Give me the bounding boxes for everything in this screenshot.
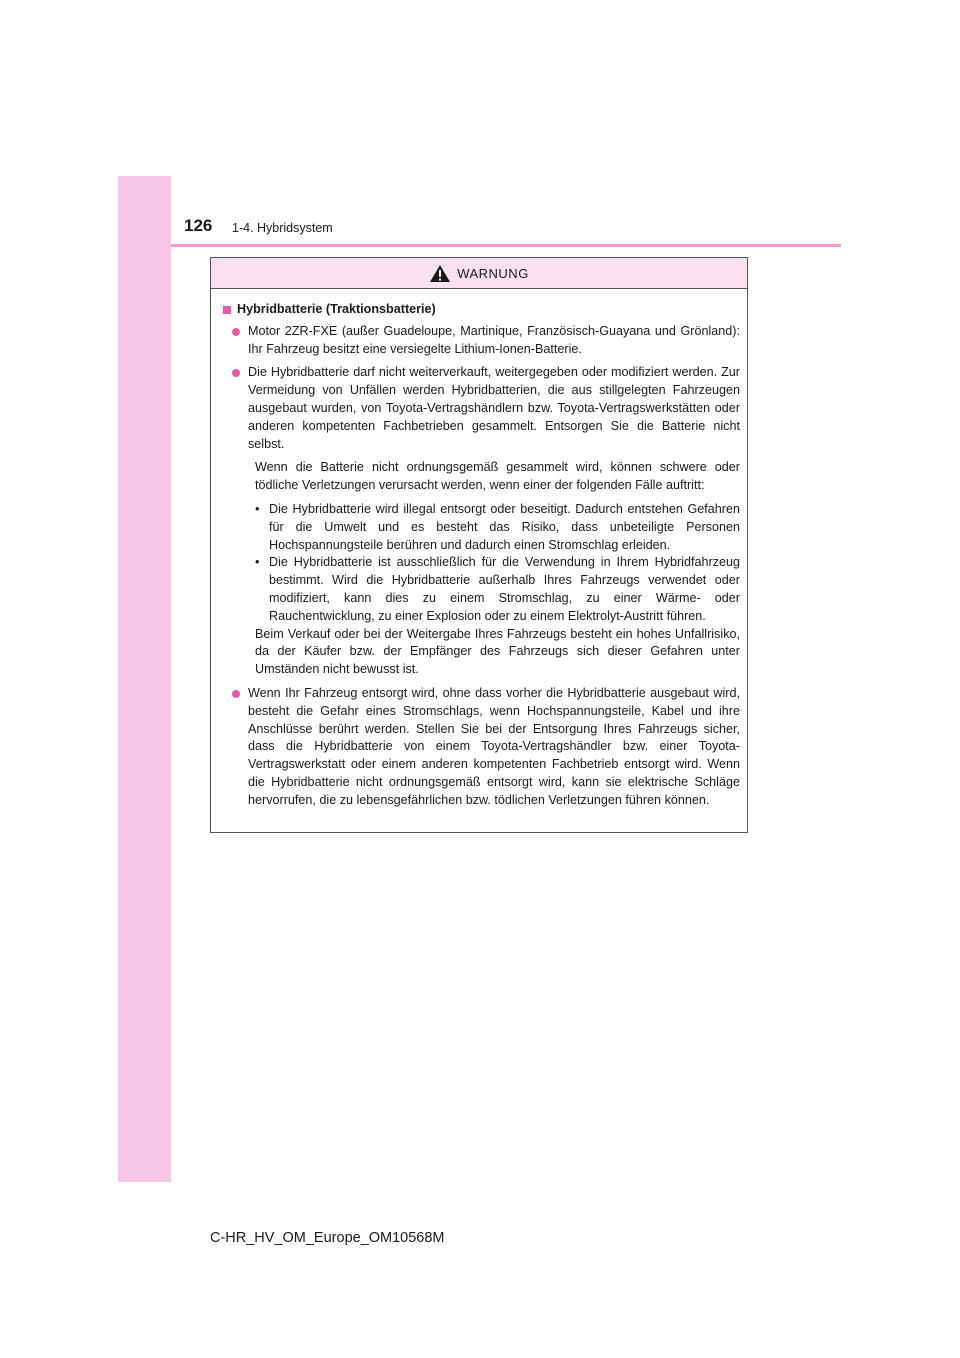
- square-bullet-icon: [223, 306, 231, 314]
- list-item-text: Die Hybridbatterie darf nicht weiterverkauft, weitergegeben oder modifiziert werden. Zur Vermeidung von Unfällen werden Hybridbatterien, die aus stillgelegten Fahrzeugen ausgebaut wurden, von Toyota-Vertragshändlern bzw. Toyota-Vertragswerkstätten oder anderen kompetenten Fachbetrieben gesammelt. Entsorgen Sie die Batterie nicht selbst.: [248, 365, 740, 451]
- intro-paragraph: Wenn die Batterie nicht ordnungsgemäß gesammelt wird, können schwere oder tödliche Verletzungen verursacht werden, wenn einer der folgenden Fälle auftritt:: [255, 460, 740, 493]
- round-bullet-icon: [232, 369, 240, 377]
- sub-bullet: •: [255, 501, 260, 516]
- sub-list-item: [255, 554, 740, 625]
- warning-triangle-icon: [429, 264, 451, 283]
- warning-title: WARNUNG: [457, 265, 529, 281]
- list-item-text: Motor 2ZR-FXE (außer Guadeloupe, Martinique, Französisch-Guayana und Grönland): Ihr Fahrzeug besitzt eine versiegelte Lithium-Ionen-Batterie.: [248, 323, 740, 356]
- section-title: 1-4. Hybridsystem: [232, 221, 333, 235]
- sub-bullet: •: [255, 555, 260, 570]
- list-item: [223, 364, 740, 453]
- closing-paragraph: Beim Verkauf oder bei der Weitergabe Ihres Fahrzeugs besteht ein hohes Unfallrisiko, da der Käufer bzw. der Empfänger des Fahrzeugs sich dieser Gefahren unter Umständen nicht bewusst ist.: [255, 626, 740, 677]
- chapter-side-tab: [118, 176, 171, 1182]
- sub-list-item-text: Die Hybridbatterie wird illegal entsorgt oder beseitigt. Dadurch entstehen Gefahren für die Umwelt und es besteht das Risiko, dass unbeteiligte Personen Hochspannungsteile berühren und dadurch einen Stromschlag erleiden.: [269, 501, 740, 552]
- warning-body: [211, 289, 747, 810]
- subheading-text: Hybridbatterie (Traktionsbatterie): [237, 302, 436, 316]
- warning-subheading: [223, 301, 740, 319]
- list-item: [223, 323, 740, 359]
- page-number: 126: [184, 216, 213, 235]
- header-rule: [171, 244, 841, 247]
- document-code: C-HR_HV_OM_Europe_OM10568M: [210, 1230, 445, 1246]
- round-bullet-icon: [232, 328, 240, 336]
- list-item-text: Wenn Ihr Fahrzeug entsorgt wird, ohne dass vorher die Hybridbatterie ausgebaut wird, besteht die Gefahr eines Stromschlags, wenn Hochspannungsteile, Kabel und ihre Anschlüsse berührt werden. Stellen Sie bei der Entsorgung Ihres Fahrzeugs sicher, dass die Hybridbatterie von einem Toyota-Vertragshändler bzw. einer Toyota-Vertragswerkstatt oder einem anderen kompetenten Fachbetrieb entsorgt wird. Wenn die Hybridbatterie nicht ordnungsgemäß entsorgt wird, kann sie elektrische Schläge hervorrufen, die zu lebensgefährlichen bzw. tödlichen Verletzungen führen können.: [248, 685, 740, 807]
- sub-list: [255, 501, 740, 626]
- list-item: [223, 685, 740, 810]
- sub-list-item: [255, 501, 740, 554]
- warning-header: [211, 258, 747, 289]
- round-bullet-icon: [232, 690, 240, 698]
- sub-list-item-text: Die Hybridbatterie ist ausschließlich für die Verwendung in Ihrem Hybridfahrzeug bestimmt. Wird die Hybridbatterie außerhalb Ihres Fahrzeugs verwendet oder modifiziert, kann dies zu einem Stromschlag, zu einer Wärme- oder Rauchentwicklung, zu einer Explosion oder zu einem Elektrolyt-Austritt führen.: [269, 555, 740, 623]
- warning-box: [210, 257, 748, 833]
